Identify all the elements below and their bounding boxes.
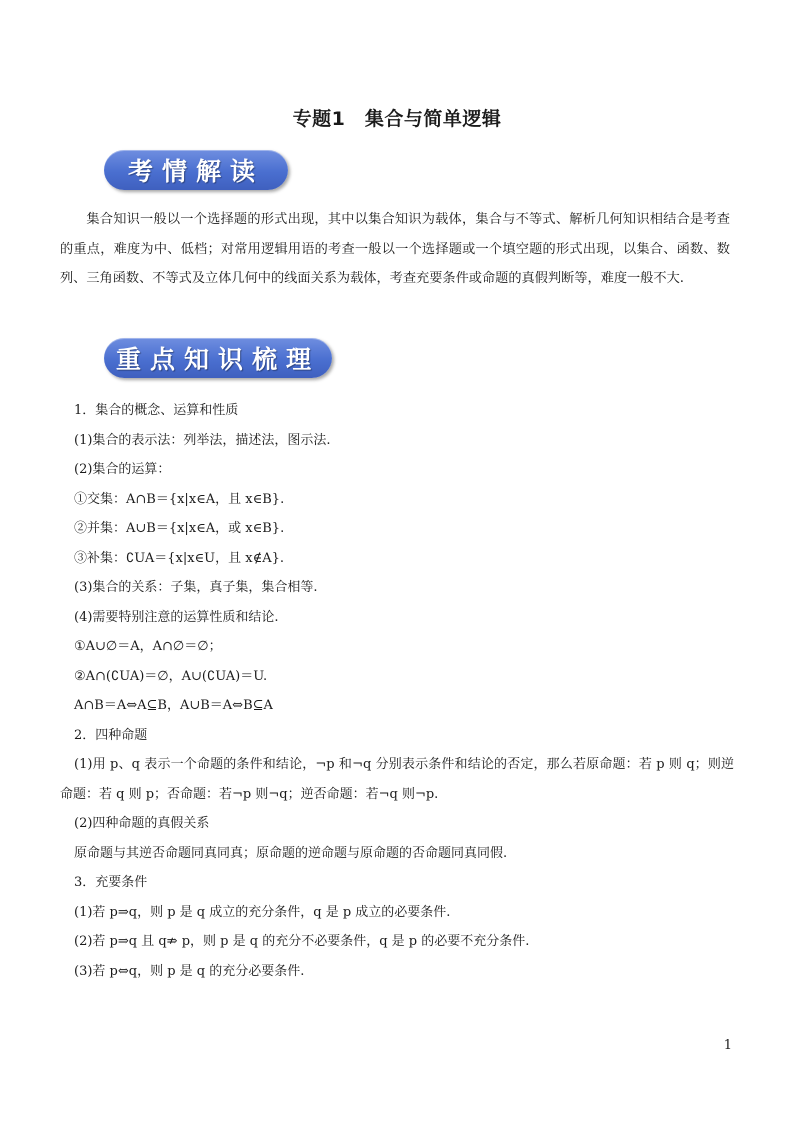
special-properties-heading: (4)需要特别注意的运算性质和结论. bbox=[74, 609, 279, 625]
intro-paragraph: 集合知识一般以一个选择题的形式出现，其中以集合知识为载体，集合与不等式、解析几何知识相结合是考查的重点，难度为中、低档；对常用逻辑用语的考查一般以一个选择题或一个填空题的形式出现，以集合、函数、数列、三角函数、不等式及立体几何中的线面关系为载体，考查充要条件或命题的真假判断等，难度一般不大. bbox=[60, 212, 730, 286]
union-definition: ②并集：A∪B＝{x|x∈A，或 x∈B}. bbox=[74, 521, 285, 536]
heading-set-concepts: 1．集合的概念、运算和性质 bbox=[74, 403, 239, 418]
set-operations-heading: (2)集合的运算： bbox=[74, 462, 171, 477]
empty-set-properties: ①A∪∅＝A，A∩∅＝∅； bbox=[74, 639, 222, 654]
page-number: 1 bbox=[723, 1038, 732, 1053]
necessary-and-sufficient: (3)若 p⇔q，则 p 是 q 的充分必要条件. bbox=[74, 963, 305, 979]
page-title: 专题1 集合与简单逻辑 bbox=[292, 108, 502, 130]
heading-necessary-sufficient: 3．充要条件 bbox=[74, 875, 148, 890]
truth-relation-heading: (2)四种命题的真假关系 bbox=[74, 816, 210, 831]
intersection-definition: ①交集：A∩B＝{x|x∈A，且 x∈B}. bbox=[74, 491, 285, 507]
section-banner-knowledge: 重点知识梳理 bbox=[104, 338, 332, 378]
heading-four-propositions: 2．四种命题 bbox=[74, 727, 148, 743]
sufficient-not-necessary: (2)若 p⇒q 且 q⇏ p，则 p 是 q 的充分不必要条件，q 是 p 的必要不充分条件. bbox=[74, 934, 530, 949]
complement-properties: ②A∩(∁UA)＝∅，A∪(∁UA)＝U. bbox=[74, 668, 268, 684]
subset-equivalences: A∩B＝A⇔A⊆B，A∪B＝A⇔B⊆A bbox=[74, 698, 273, 713]
set-relations: (3)集合的关系：子集，真子集，集合相等. bbox=[74, 580, 318, 595]
sufficient-condition: (1)若 p⇒q，则 p 是 q 成立的充分条件，q 是 p 成立的必要条件. bbox=[74, 904, 451, 920]
four-propositions-definition: (1)用 p、q 表示一个命题的条件和结论，¬p 和¬q 分别表示条件和结论的否定，那么若原命题：若 p 则 q；则逆命题：若 q 则 p；否命题：若¬p 则¬q；逆否命题：若¬q 则¬p. bbox=[60, 757, 734, 802]
set-representation: (1)集合的表示法：列举法，描述法，图示法. bbox=[74, 432, 331, 448]
section-banner-analysis: 考情解读 bbox=[104, 150, 288, 190]
knowledge-content bbox=[60, 396, 734, 986]
complement-definition: ③补集：∁UA＝{x|x∈U，且 x∉A}. bbox=[74, 550, 284, 566]
truth-relation-text: 原命题与其逆否命题同真同真；原命题的逆命题与原命题的否命题同真同假. bbox=[74, 845, 508, 861]
